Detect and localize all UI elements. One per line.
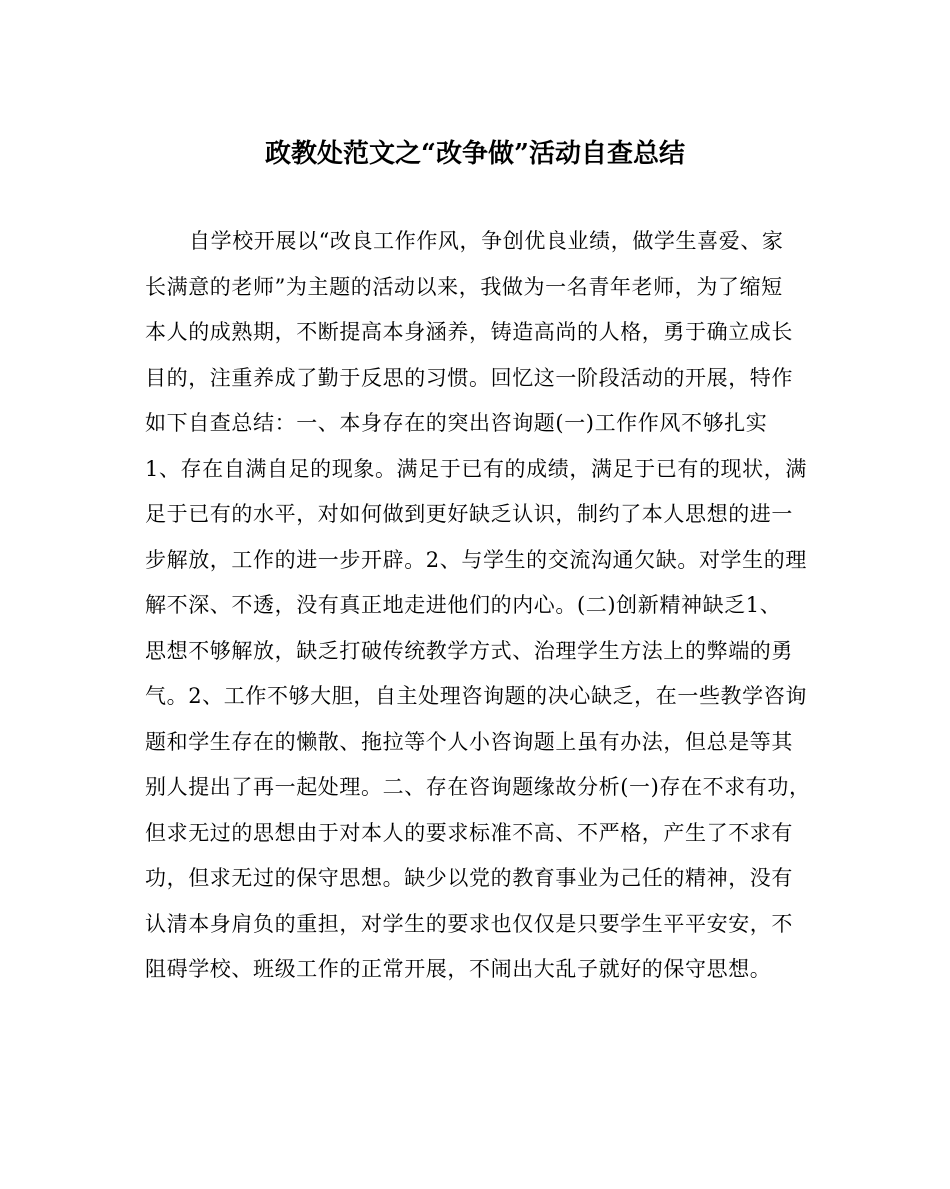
paragraph-line: 但求无过的思想由于对本人的要求标准不高、不严格，产生了不求有 (145, 820, 793, 845)
paragraph-line: 思想不够解放，缺乏打破传统教学方式、治理学生方法上的弊端的勇 (145, 638, 793, 663)
paragraph-line: 目的，注重养成了勤于反思的习惯。回忆这一阶段活动的开展，特作 (145, 365, 793, 390)
paragraph-line: 足于已有的水平，对如何做到更好缺乏认识，制约了本人思想的进一 (145, 502, 793, 526)
paragraph-line: 别人提出了再一起处理。二、存在咨询题缘故分析(一)存在不求有功， (145, 775, 811, 799)
paragraph-line: 题和学生存在的懒散、拖拉等个人小咨询题上虽有办法，但总是等其 (145, 729, 793, 754)
paragraph-line: 如下自查总结：一、本身存在的突出咨询题(一)工作作风不够扎实 (145, 411, 768, 435)
paragraph-line: 本人的成熟期，不断提高本身涵养，铸造高尚的人格，勇于确立成长 (145, 320, 793, 344)
paragraph-line: 长满意的老师”为主题的活动以来，我做为一名青年老师，为了缩短 (145, 274, 783, 299)
paragraph-line: 气。2、工作不够大胆，自主处理咨询题的决心缺乏，在一些教学咨询 (145, 684, 807, 708)
paragraph-line: 功，但求无过的保守思想。缺少以党的教育事业为己任的精神，没有 (145, 866, 793, 890)
document-body (145, 219, 815, 993)
paragraph-line: 1、存在自满自足的现象。满足于已有的成绩，满足于已有的现状，满 (145, 456, 807, 481)
paragraph-line: 阻碍学校、班级工作的正常开展，不闹出大乱子就好的保守思想。 (145, 957, 772, 981)
paragraph-line: 认清本身肩负的重担，对学生的要求也仅仅是只要学生平平安安，不 (145, 911, 793, 936)
document-title: 政教处范文之“改争做”活动自查总结 (265, 139, 685, 169)
paragraph-line: 自学校开展以“改良工作作风，争创优良业绩，做学生喜爱、家 (189, 229, 784, 253)
paragraph-line: 步解放，工作的进一步开辟。2、与学生的交流沟通欠缺。对学生的理 (145, 547, 807, 572)
paragraph-line: 解不深、不透，没有真正地走进他们的内心。(二)创新精神缺乏1、 (145, 593, 782, 617)
